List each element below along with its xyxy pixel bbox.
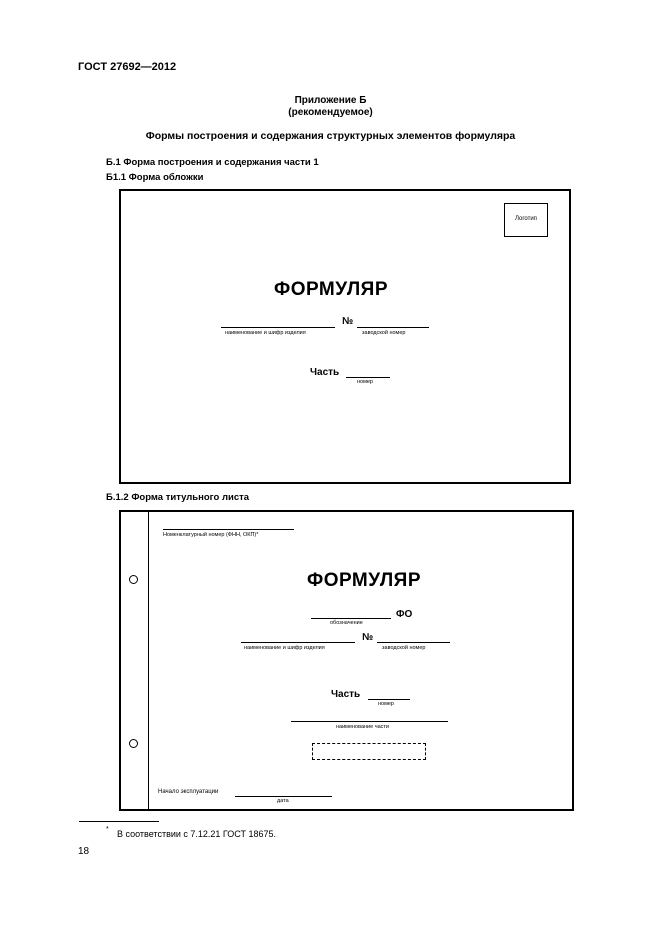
nomenclature-line (163, 529, 294, 530)
title-serial-caption: заводской номер (382, 645, 426, 651)
nomenclature-caption: Номенклатурный номер (ФНН, ОКП)* (163, 532, 259, 538)
designation-line (311, 618, 391, 619)
cover-name-line (221, 327, 335, 328)
cover-serial-line (357, 327, 429, 328)
title-part-caption: номер (378, 701, 394, 707)
title-name-line (241, 642, 355, 643)
cover-part-line (346, 377, 390, 378)
date-caption: дата (277, 798, 289, 804)
cover-part-caption: номер (357, 379, 373, 385)
section-b1-heading: Б.1 Форма построения и содержания части 1 (106, 157, 319, 168)
footnote-text: В соответствии с 7.12.21 ГОСТ 18675. (117, 829, 277, 839)
section-b12-heading: Б.1.2 Форма титульного листа (106, 492, 250, 503)
binding-hole-icon (129, 575, 138, 584)
cover-name-caption: наименование и шифр изделия (225, 330, 306, 336)
start-date-line (235, 796, 332, 797)
fo-label: ФО (396, 609, 413, 620)
title-part-line (368, 699, 410, 700)
standard-header: ГОСТ 27692—2012 (78, 61, 177, 73)
start-operation-label: Начало эксплуатации (158, 789, 219, 795)
part-name-line (291, 721, 448, 722)
part-name-caption: наименование части (336, 724, 389, 730)
binding-hole-icon (129, 739, 138, 748)
appendix-subtitle: (рекомендуемое) (288, 107, 373, 118)
section-b11-heading: Б1.1 Форма обложки (106, 172, 204, 183)
title-name-caption: наименование и шифр изделия (244, 645, 325, 651)
appendix-title: Приложение Б (294, 95, 367, 106)
cover-title: ФОРМУЛЯР (274, 279, 389, 300)
title-part-label: Часть (331, 689, 361, 700)
designation-caption: обозначение (330, 620, 363, 626)
footnote-mark: * (106, 826, 109, 833)
title-sheet-frame (119, 510, 574, 811)
binding-margin-line (148, 511, 149, 810)
title-sheet-title: ФОРМУЛЯР (307, 570, 422, 591)
title-serial-line (377, 642, 450, 643)
page-number: 18 (78, 846, 90, 857)
stamp-placeholder-box (312, 743, 426, 760)
appendix-heading: Формы построения и содержания структурных элементов формуляра (145, 130, 516, 142)
cover-part-label: Часть (310, 367, 340, 378)
cover-number-sign: № (342, 316, 354, 327)
footnote-rule (79, 821, 159, 822)
title-number-sign: № (362, 632, 374, 643)
cover-serial-caption: заводской номер (362, 330, 406, 336)
logo-label: Логотип (515, 216, 537, 222)
